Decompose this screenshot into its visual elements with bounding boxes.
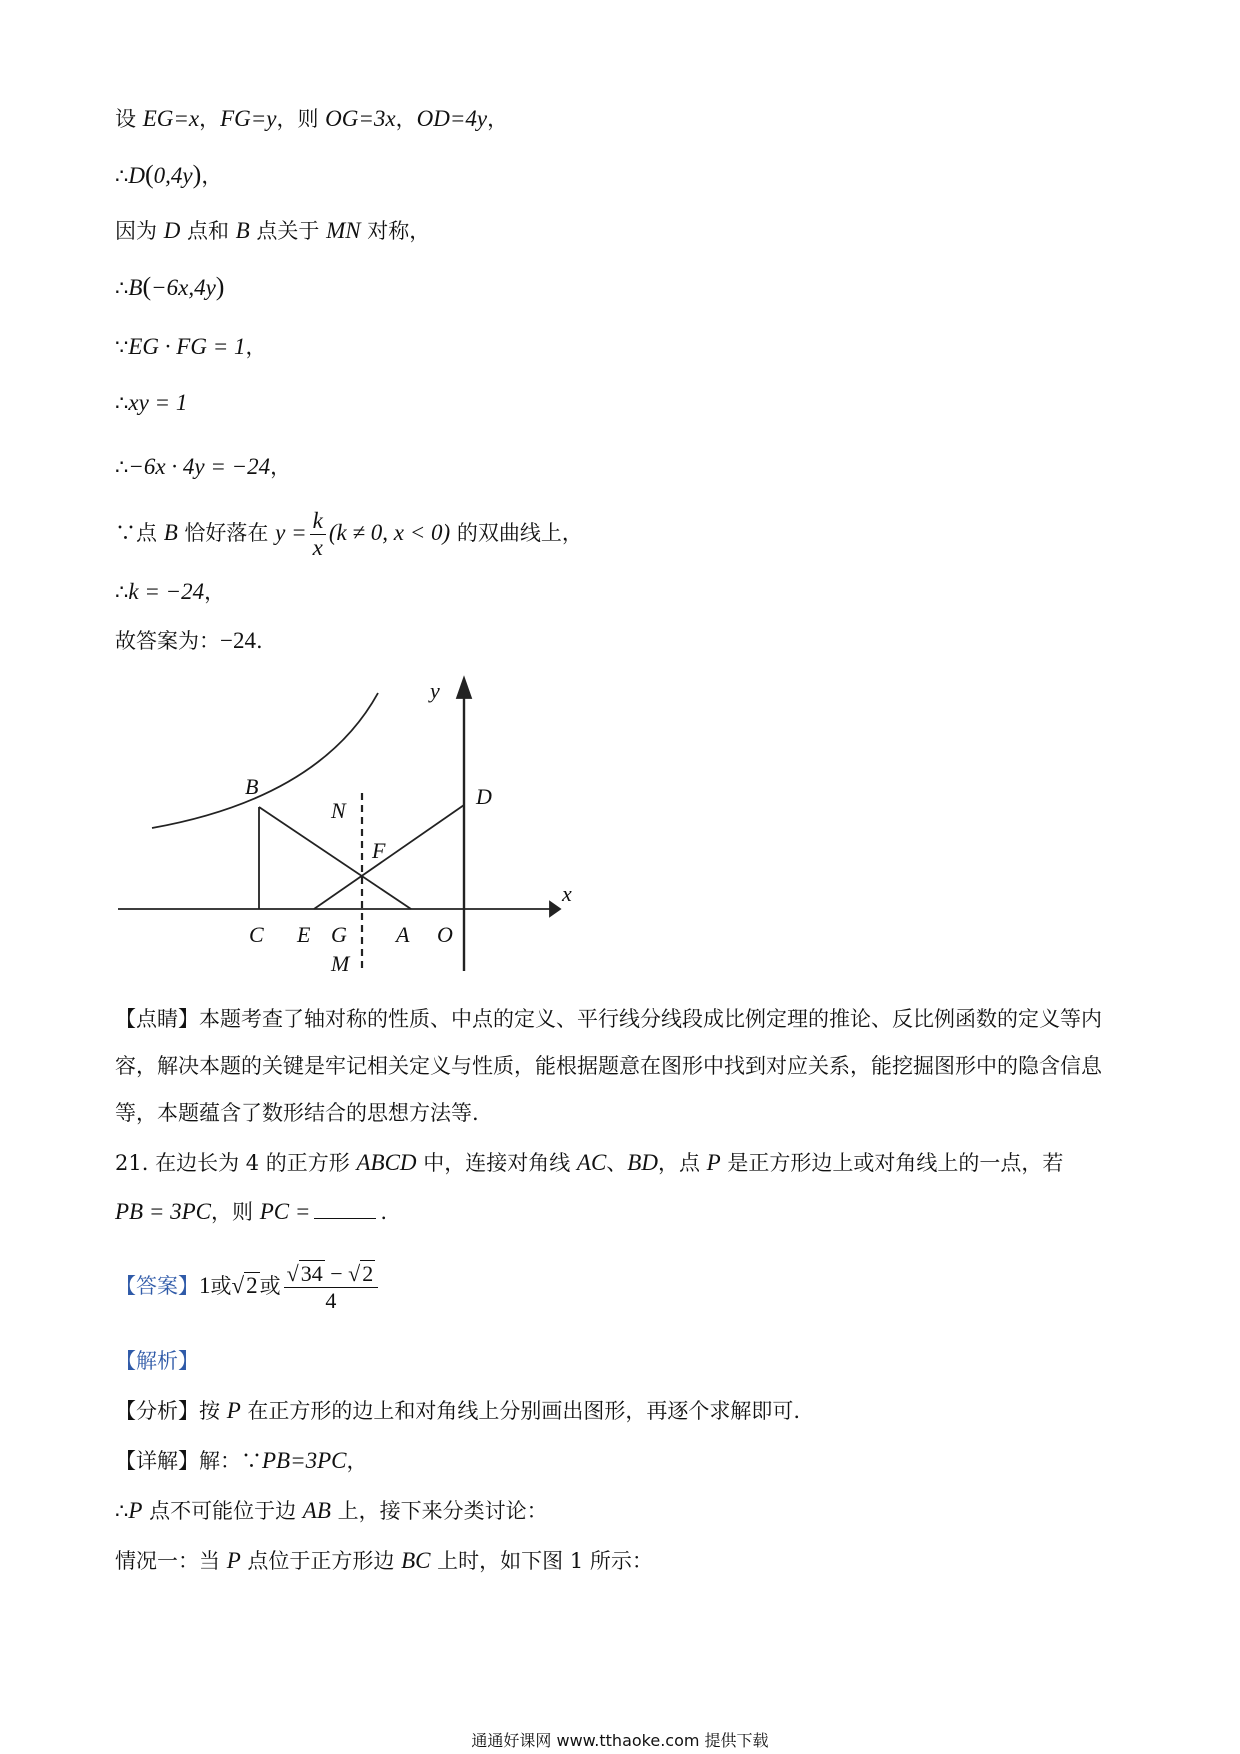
text: 点位于正方形边 bbox=[240, 1549, 402, 1573]
question-21 bbox=[115, 1148, 1063, 1178]
text: 上，接下来分类讨论： bbox=[330, 1499, 548, 1523]
math: PB=3PC bbox=[262, 1448, 347, 1473]
text: 中，连接对角线 bbox=[416, 1151, 577, 1175]
math: y = bbox=[275, 520, 307, 545]
line-10 bbox=[115, 626, 263, 656]
answer-label: 【答案】 bbox=[115, 1274, 199, 1298]
math: −6x · 4y = −24 bbox=[128, 454, 271, 479]
math: OG=3x bbox=[325, 106, 396, 131]
minus: − bbox=[330, 1261, 343, 1286]
paren: ) bbox=[192, 160, 202, 189]
text: 的双曲线上， bbox=[450, 521, 583, 545]
math: AB bbox=[302, 1498, 331, 1523]
text: 故答案为： bbox=[115, 629, 220, 653]
therefore: ∴ bbox=[115, 164, 129, 188]
paren: ( bbox=[145, 160, 154, 189]
math: −6x,4y bbox=[151, 275, 216, 300]
label-O: O bbox=[437, 922, 453, 947]
text: . bbox=[380, 1200, 388, 1224]
text: 、 bbox=[606, 1151, 628, 1175]
text: 设 bbox=[115, 107, 143, 131]
text: 点关于 bbox=[249, 219, 327, 243]
math: (k ≠ 0, x < 0) bbox=[328, 520, 451, 545]
label-E: E bbox=[297, 922, 311, 947]
math: D bbox=[128, 163, 145, 188]
math: D bbox=[163, 218, 181, 243]
x-axis-arrow bbox=[550, 902, 560, 916]
text: 或 bbox=[210, 1274, 232, 1298]
line-4 bbox=[115, 272, 224, 303]
text: 情况一：当 bbox=[115, 1549, 227, 1573]
text: ，则 bbox=[276, 107, 326, 131]
text: ， bbox=[270, 455, 292, 479]
text: ∵点 bbox=[115, 521, 164, 545]
text: 点和 bbox=[180, 219, 236, 243]
math: BD bbox=[627, 1150, 658, 1175]
math: B bbox=[163, 520, 178, 545]
math: OD=4y bbox=[416, 106, 488, 131]
math: P bbox=[706, 1150, 721, 1175]
radicand: 34 bbox=[300, 1261, 323, 1286]
sqrt: √2 bbox=[231, 1273, 258, 1298]
math: P bbox=[128, 1498, 143, 1523]
text: 在正方形的边上和对角线上分别画出图形，再逐个求解即可. bbox=[240, 1399, 801, 1423]
case-1-line bbox=[115, 1546, 653, 1576]
line-1 bbox=[115, 104, 508, 134]
math: P bbox=[226, 1548, 241, 1573]
geometry-figure bbox=[110, 668, 580, 988]
therefore: ∴ bbox=[115, 391, 129, 415]
radicand: 2 bbox=[362, 1261, 374, 1286]
math: FG=y bbox=[220, 106, 277, 131]
math: 1 bbox=[199, 1273, 211, 1298]
text: 【分析】按 bbox=[115, 1399, 227, 1423]
answer-fraction bbox=[284, 1261, 379, 1314]
math: B bbox=[235, 218, 250, 243]
text: ，则 bbox=[211, 1200, 260, 1224]
because: ∵ bbox=[115, 335, 129, 359]
text: ， bbox=[201, 164, 223, 188]
math: k = −24 bbox=[128, 579, 205, 604]
text: 恰好落在 bbox=[177, 521, 276, 545]
line-8 bbox=[115, 506, 583, 561]
text: 是正方形边上或对角线上的一点，若 bbox=[720, 1151, 1064, 1175]
sqrt: √34 bbox=[286, 1261, 323, 1286]
answer-blank bbox=[314, 1196, 376, 1219]
jiexi-label: 【解析】 bbox=[115, 1349, 199, 1373]
paren: ) bbox=[215, 272, 225, 301]
paren: ( bbox=[142, 272, 152, 301]
xiangjie-line bbox=[115, 1446, 368, 1476]
numerator bbox=[284, 1261, 379, 1288]
text: 因为 bbox=[115, 219, 164, 243]
line-9 bbox=[115, 577, 225, 607]
math: B bbox=[128, 275, 143, 300]
label-D: D bbox=[476, 784, 492, 809]
text: ，点 bbox=[657, 1151, 707, 1175]
text: 或 bbox=[259, 1274, 281, 1298]
question-21-line-2 bbox=[115, 1196, 387, 1227]
text: 【详解】解：∵ bbox=[115, 1449, 262, 1473]
math: ABCD bbox=[356, 1150, 417, 1175]
math: MN bbox=[326, 218, 361, 243]
label-B: B bbox=[245, 774, 259, 799]
numerator: k bbox=[310, 508, 326, 535]
answer-line bbox=[115, 1256, 381, 1316]
math: AC bbox=[576, 1150, 607, 1175]
therefore: ∴ bbox=[115, 580, 129, 604]
label-A: A bbox=[396, 922, 410, 947]
label-N: N bbox=[331, 798, 346, 823]
text: 上时，如下图 1 所示： bbox=[430, 1549, 653, 1573]
therefore: ∴ bbox=[115, 455, 129, 479]
label-x-axis: x bbox=[562, 881, 572, 906]
text: ， bbox=[204, 580, 226, 604]
math: xy = 1 bbox=[128, 390, 188, 415]
math: EG · FG = 1 bbox=[128, 334, 246, 359]
footer: 通通好课网 www.tthaoke.com 提供下载 bbox=[471, 1731, 769, 1750]
label-C: C bbox=[249, 922, 264, 947]
text: ， bbox=[487, 107, 509, 131]
text: ， bbox=[395, 107, 417, 131]
text: ， bbox=[199, 107, 221, 131]
math: P bbox=[226, 1398, 241, 1423]
math: PC = bbox=[259, 1199, 311, 1224]
math: −24 bbox=[220, 628, 256, 653]
denominator: x bbox=[312, 535, 323, 560]
label-G: G bbox=[331, 922, 347, 947]
line-2 bbox=[115, 160, 222, 191]
fenxi-line bbox=[115, 1396, 800, 1426]
denominator: 4 bbox=[325, 1288, 337, 1313]
line-7 bbox=[115, 452, 291, 482]
radicand: 2 bbox=[246, 1273, 258, 1298]
fraction bbox=[310, 508, 326, 561]
math: EG=x bbox=[142, 106, 200, 131]
line-5 bbox=[115, 332, 266, 362]
label-M: M bbox=[331, 951, 350, 976]
text: 对称， bbox=[360, 219, 431, 243]
math: BC bbox=[401, 1548, 431, 1573]
p-position-line bbox=[115, 1496, 548, 1526]
label-y-axis: y bbox=[430, 678, 440, 703]
math: 0,4y bbox=[153, 163, 193, 188]
text: . bbox=[255, 629, 263, 653]
text: 点不可能位于边 bbox=[142, 1499, 303, 1523]
text: ， bbox=[245, 335, 267, 359]
text: ， bbox=[346, 1449, 368, 1473]
line-3 bbox=[115, 216, 430, 246]
label-F: F bbox=[372, 838, 386, 863]
dianjing-paragraph: 【点睛】本题考查了轴对称的性质、中点的定义、平行线分线段成比例定理的推论、反比例函数的定义等内容，解决本题的关键是牢记相关定义与性质，能根据题意在图形中找到对应关系，能挖掘图形中的隐含信息等，本题蕴含了数形结合的思想方法等. bbox=[115, 1007, 1102, 1125]
therefore: ∴ bbox=[115, 1499, 129, 1523]
y-axis-arrow bbox=[457, 678, 471, 698]
math: PB = 3PC bbox=[115, 1199, 212, 1224]
line-6 bbox=[115, 388, 187, 418]
therefore: ∴ bbox=[115, 276, 129, 300]
sqrt: √2 bbox=[348, 1261, 374, 1286]
text: 21. 在边长为 4 的正方形 bbox=[115, 1151, 357, 1175]
